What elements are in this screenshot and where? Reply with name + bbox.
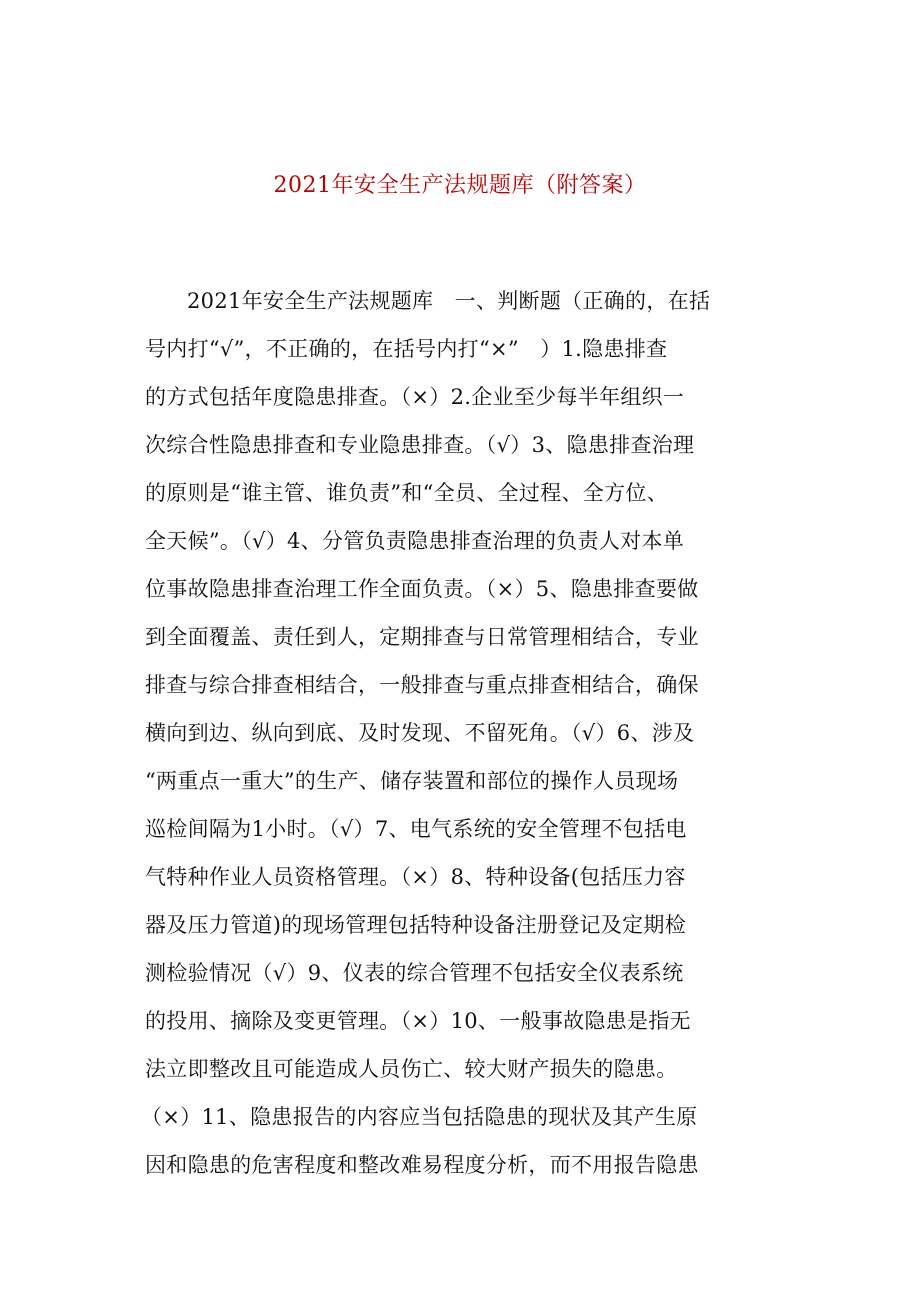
paragraph-line: 横向到边、纵向到底、及时发现、不留死角。（√）6、涉及 [145,721,695,745]
paragraph-line: 因和隐患的危害程度和整改难易程度分析，而不用报告隐患 [145,1153,699,1177]
paragraph-line: 法立即整改且可能造成人员伤亡、较大财产损失的隐患。 [145,1057,678,1081]
paragraph-line: 次综合性隐患排查和专业隐患排查。（√）3、隐患排查治理 [145,433,695,457]
paragraph-line: 位事故隐患排查治理工作全面负责。（×）5、隐患排查要做 [145,577,699,601]
paragraph-line: 2021年安全生产法规题库 一、判断题（正确的，在括 [187,289,711,313]
paragraph-line: 的方式包括年度隐患排查。（×）2.企业至少每半年组织一 [145,385,685,409]
paragraph-line: 的原则是“谁主管、谁负责”和“全员、全过程、全方位、 [145,481,669,505]
paragraph-line: 的投用、摘除及变更管理。（×）10、一般事故隐患是指无 [145,1009,691,1033]
paragraph-line: （×）11、隐患报告的内容应当包括隐患的现状及其产生原 [141,1105,698,1129]
document-title: 2021年安全生产法规题库（附答案） [273,173,647,198]
paragraph-line: 排查与综合排查相结合，一般排查与重点排查相结合，确保 [145,673,699,697]
paragraph-line: “两重点一重大”的生产、储存装置和部位的操作人员现场 [145,769,679,793]
paragraph-line: 测检验情况（√）9、仪表的综合管理不包括安全仪表系统 [145,961,684,985]
paragraph-line: 器及压力管道)的现场管理包括特种设备注册登记及定期检 [145,913,686,937]
paragraph-line: 号内打“√”，不正确的，在括号内打“×” ）1.隐患排查 [145,337,668,361]
paragraph-line: 全天候”。（√）4、分管负责隐患排查治理的负责人对本单 [145,529,685,553]
paragraph-line: 气特种作业人员资格管理。（×）8、特种设备(包括压力容 [145,865,686,889]
paragraph-line: 巡检间隔为1小时。（√）7、电气系统的安全管理不包括电 [145,817,687,841]
paragraph-line: 到全面覆盖、责任到人，定期排查与日常管理相结合，专业 [145,625,699,649]
